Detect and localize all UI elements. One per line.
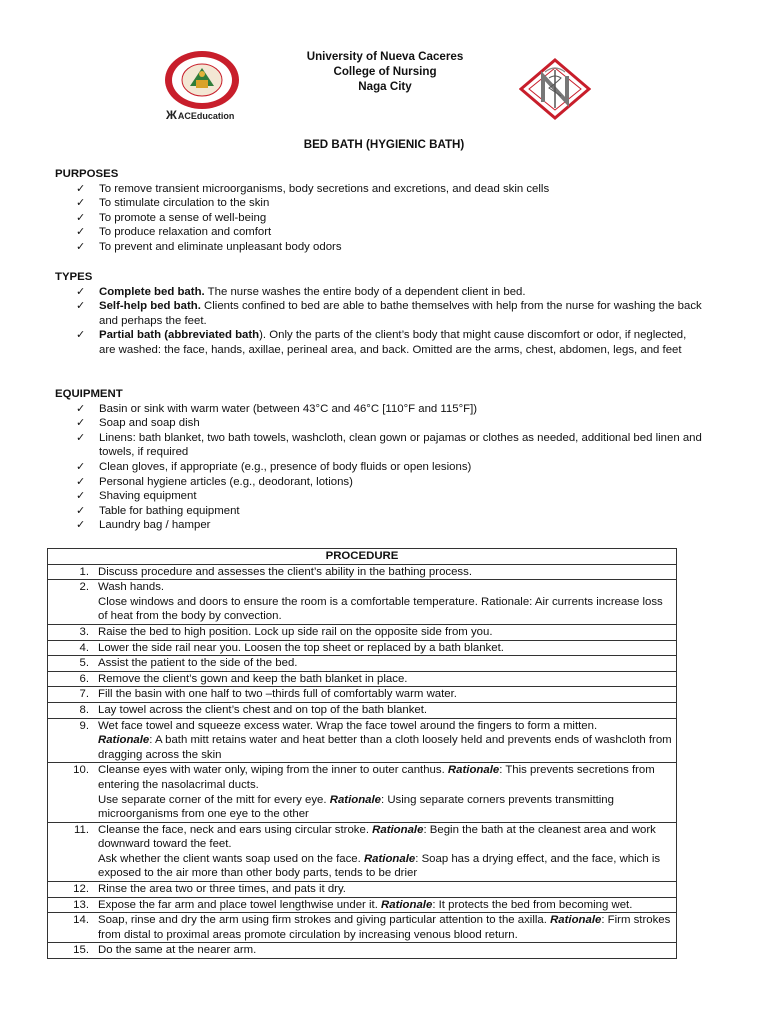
purposes-section xyxy=(55,167,705,255)
table-row xyxy=(48,687,677,703)
checkmark-icon: ✓ xyxy=(76,417,86,430)
table-row xyxy=(48,822,677,881)
purposes-list xyxy=(55,182,705,255)
list-item: ✓ Self-help bed bath. Clients confined to bed are able to bathe themselves with help from the nurse for washing the back and perhaps the feet. xyxy=(76,300,702,327)
step-text xyxy=(98,624,677,640)
step-text xyxy=(98,882,677,898)
step-line xyxy=(98,625,672,640)
list-item: ✓ To promote a sense of well-being xyxy=(76,211,267,224)
step-number: 12. xyxy=(48,882,99,898)
step-number: 5. xyxy=(48,656,99,672)
college-name: College of Nursing xyxy=(333,65,437,78)
rationale-label: Rationale xyxy=(550,914,602,927)
step-line xyxy=(98,852,672,881)
aceducation-logo: ЖACEducation xyxy=(166,108,235,122)
procedure-table xyxy=(47,548,677,959)
checkmark-icon: ✓ xyxy=(76,431,86,444)
table-row xyxy=(48,564,677,580)
checkmark-icon: ✓ xyxy=(76,460,86,473)
step-text xyxy=(98,897,677,913)
step-text xyxy=(98,656,677,672)
step-text-fragment: Expose the far arm and place towel lengthwise under it. xyxy=(98,898,382,911)
university-name: University of Nueva Caceres xyxy=(306,50,464,63)
step-text xyxy=(98,822,677,881)
checkmark-icon: ✓ xyxy=(76,504,86,517)
step-text-fragment: Use separate corner of the mitt for every eye. xyxy=(98,793,330,806)
list-item: ✓ Clean gloves, if appropriate (e.g., presence of body fluids or open lesions) xyxy=(76,460,472,473)
checkmark-icon: ✓ xyxy=(76,211,86,224)
step-text-fragment: : This prevents secretions from entering the nasolacrimal ducts. xyxy=(98,764,655,791)
step-line xyxy=(98,913,672,942)
step-text xyxy=(98,687,677,703)
step-number: 6. xyxy=(48,671,99,687)
step-line xyxy=(98,641,672,656)
city-name: Naga City xyxy=(358,80,412,93)
checkmark-icon: ✓ xyxy=(76,329,86,342)
step-text xyxy=(98,763,677,822)
document-title: BED BATH (HYGIENIC BATH) xyxy=(303,138,465,151)
step-text-fragment: Wash hands. xyxy=(98,581,165,594)
step-number: 8. xyxy=(48,702,99,718)
table-row xyxy=(48,718,677,763)
procedure-heading: PROCEDURE xyxy=(48,549,677,565)
step-number: 1. xyxy=(48,564,99,580)
step-number: 9. xyxy=(48,718,99,763)
step-text-fragment: Cleanse the face, neck and ears using circular stroke. xyxy=(98,823,373,836)
step-line xyxy=(98,703,672,718)
list-item: ✓ Partial bath (abbreviated bath). Only the parts of the client’s body that might cause discomfort or odor, if neglected, are washed: the face, hands, axillae, perineal area, and back. Omitted are the arms, chest, abdomen, legs, and feet xyxy=(76,329,687,356)
list-item: ✓ Shaving equipment xyxy=(76,490,197,503)
step-text xyxy=(98,702,677,718)
table-row xyxy=(48,943,677,959)
purposes-heading: PURPOSES xyxy=(55,168,119,180)
step-line xyxy=(98,943,672,958)
table-row xyxy=(48,913,677,943)
step-number: 2. xyxy=(48,580,99,625)
list-item: ✓ Table for bathing equipment xyxy=(76,504,240,517)
list-item: ✓ To remove transient microorganisms, body secretions and excretions, and dead skin cells xyxy=(76,182,550,195)
types-heading: TYPES xyxy=(55,271,93,283)
step-text-fragment: Raise the bed to high position. Lock up side rail on the opposite side from you. xyxy=(98,625,493,638)
step-text xyxy=(98,943,677,959)
rationale-label: Rationale xyxy=(372,823,424,836)
list-item: ✓ Complete bed bath. The nurse washes the entire body of a dependent client in bed. xyxy=(76,285,526,298)
rationale-label: Rationale xyxy=(363,852,416,865)
institution-header xyxy=(270,49,500,94)
list-item: ✓ Linens: bath blanket, two bath towels, washcloth, clean gown or pajamas or clothes as needed, additional bed linen and towels, if required xyxy=(76,431,702,459)
list-item: ✓ To produce relaxation and comfort xyxy=(76,226,272,239)
step-text-fragment: : It protects the bed from becoming wet. xyxy=(432,898,633,911)
step-line xyxy=(98,565,672,580)
step-text-fragment: : Using separate corners prevents transmitting microorganisms from one eye to the other xyxy=(98,793,614,821)
table-row xyxy=(48,882,677,898)
step-line xyxy=(98,823,672,852)
table-row xyxy=(48,580,677,625)
step-text-fragment: Cleanse eyes with water only, wiping from the inner to outer canthus. xyxy=(98,764,448,777)
step-text xyxy=(98,564,677,580)
equipment-list xyxy=(55,402,705,533)
step-number: 10. xyxy=(48,763,99,822)
university-seal-logo xyxy=(163,50,241,110)
rationale-label: Rationale xyxy=(98,734,150,747)
list-item: ✓ Laundry bag / hamper xyxy=(76,519,211,532)
list-item: ✓ Personal hygiene articles (e.g., deodorant, lotions) xyxy=(76,475,353,488)
list-item: ✓ Soap and soap dish xyxy=(76,417,200,430)
table-row xyxy=(48,897,677,913)
step-text-fragment: Soap, rinse and dry the arm using firm strokes and giving particular attention to the axilla. xyxy=(98,914,551,927)
step-line xyxy=(98,580,672,595)
checkmark-icon: ✓ xyxy=(76,300,86,313)
table-row xyxy=(48,640,677,656)
checkmark-icon: ✓ xyxy=(76,402,86,415)
checkmark-icon: ✓ xyxy=(76,182,86,195)
step-line xyxy=(98,595,672,624)
step-text-fragment: Assist the patient to the side of the bed. xyxy=(98,657,298,670)
step-text-fragment: : A bath mitt retains water and heat better than a cloth loosely held and prevents ends of washcloth from dragging across the skin xyxy=(98,734,672,761)
step-line xyxy=(98,898,672,913)
step-number: 11. xyxy=(48,822,99,881)
step-number: 13. xyxy=(48,897,99,913)
rationale-label: Rationale xyxy=(447,764,500,777)
checkmark-icon: ✓ xyxy=(76,475,86,488)
step-text xyxy=(98,718,677,763)
step-number: 4. xyxy=(48,640,99,656)
step-line xyxy=(98,793,672,822)
step-text-fragment: Wet face towel and squeeze excess water. Wrap the face towel around the fingers to form a mitten. xyxy=(98,719,598,732)
step-line xyxy=(98,763,672,792)
step-line xyxy=(98,882,672,897)
equipment-section xyxy=(55,387,705,533)
step-text xyxy=(98,580,677,625)
step-text-fragment: : Soap has a drying effect, and the face, which is exposed to the air more than other body parts, tends to be drier xyxy=(98,852,661,880)
checkmark-icon: ✓ xyxy=(76,285,86,298)
table-row xyxy=(48,624,677,640)
step-number: 14. xyxy=(48,913,99,943)
step-text-fragment: : Firm strokes from distal to proximal areas promote circulation by increasing venous blood return. xyxy=(98,914,671,941)
checkmark-icon: ✓ xyxy=(76,226,86,239)
step-number: 15. xyxy=(48,943,99,959)
types-section xyxy=(55,270,705,358)
step-number: 7. xyxy=(48,687,99,703)
list-item: ✓ To prevent and eliminate unpleasant body odors xyxy=(76,240,342,253)
step-text-fragment: : Begin the bath at the cleanest area and work downward toward the feet. xyxy=(98,823,656,851)
checkmark-icon: ✓ xyxy=(76,197,86,210)
table-row xyxy=(48,656,677,672)
types-list xyxy=(55,285,705,358)
step-text-fragment: Discuss procedure and assesses the client’s ability in the bathing process. xyxy=(98,565,472,578)
step-text-fragment: Do the same at the nearer arm. xyxy=(98,944,257,957)
rationale-label: Rationale xyxy=(381,898,433,911)
step-text-fragment: Rinse the area two or three times, and pats it dry. xyxy=(98,883,346,896)
step-text xyxy=(98,640,677,656)
step-text xyxy=(98,671,677,687)
table-row xyxy=(48,671,677,687)
step-line xyxy=(98,672,672,687)
step-text-fragment: Lay towel across the client’s chest and on top of the bath blanket. xyxy=(98,703,428,716)
table-row xyxy=(48,702,677,718)
step-text-fragment: Ask whether the client wants soap used on the face. xyxy=(98,852,364,865)
step-line xyxy=(98,719,672,734)
table-header-row xyxy=(48,549,677,565)
checkmark-icon: ✓ xyxy=(76,490,86,503)
equipment-heading: EQUIPMENT xyxy=(55,388,123,400)
step-line xyxy=(98,656,672,671)
step-number: 3. xyxy=(48,624,99,640)
step-text-fragment: Fill the basin with one half to two –thirds full of comfortably warm water. xyxy=(98,688,457,701)
table-row xyxy=(48,763,677,822)
step-text-fragment: Remove the client’s gown and keep the bath blanket in place. xyxy=(98,672,408,685)
step-text-fragment: Lower the side rail near you. Loosen the top sheet or replaced by a bath blanket. xyxy=(98,641,504,654)
college-of-nursing-logo xyxy=(519,58,591,120)
checkmark-icon: ✓ xyxy=(76,240,86,253)
list-item: ✓ Basin or sink with warm water (between 43°C and 46°C [110°F and 115°F]) xyxy=(76,402,478,415)
checkmark-icon: ✓ xyxy=(76,519,86,532)
step-line xyxy=(98,687,672,702)
list-item: ✓ To stimulate circulation to the skin xyxy=(76,197,270,210)
rationale-label: Rationale xyxy=(329,793,381,806)
step-text xyxy=(98,913,677,943)
step-line xyxy=(98,733,672,762)
step-text-fragment: Close windows and doors to ensure the room is a comfortable temperature. Rationale: Air currents increase loss of heat from the body by convection. xyxy=(98,595,663,623)
